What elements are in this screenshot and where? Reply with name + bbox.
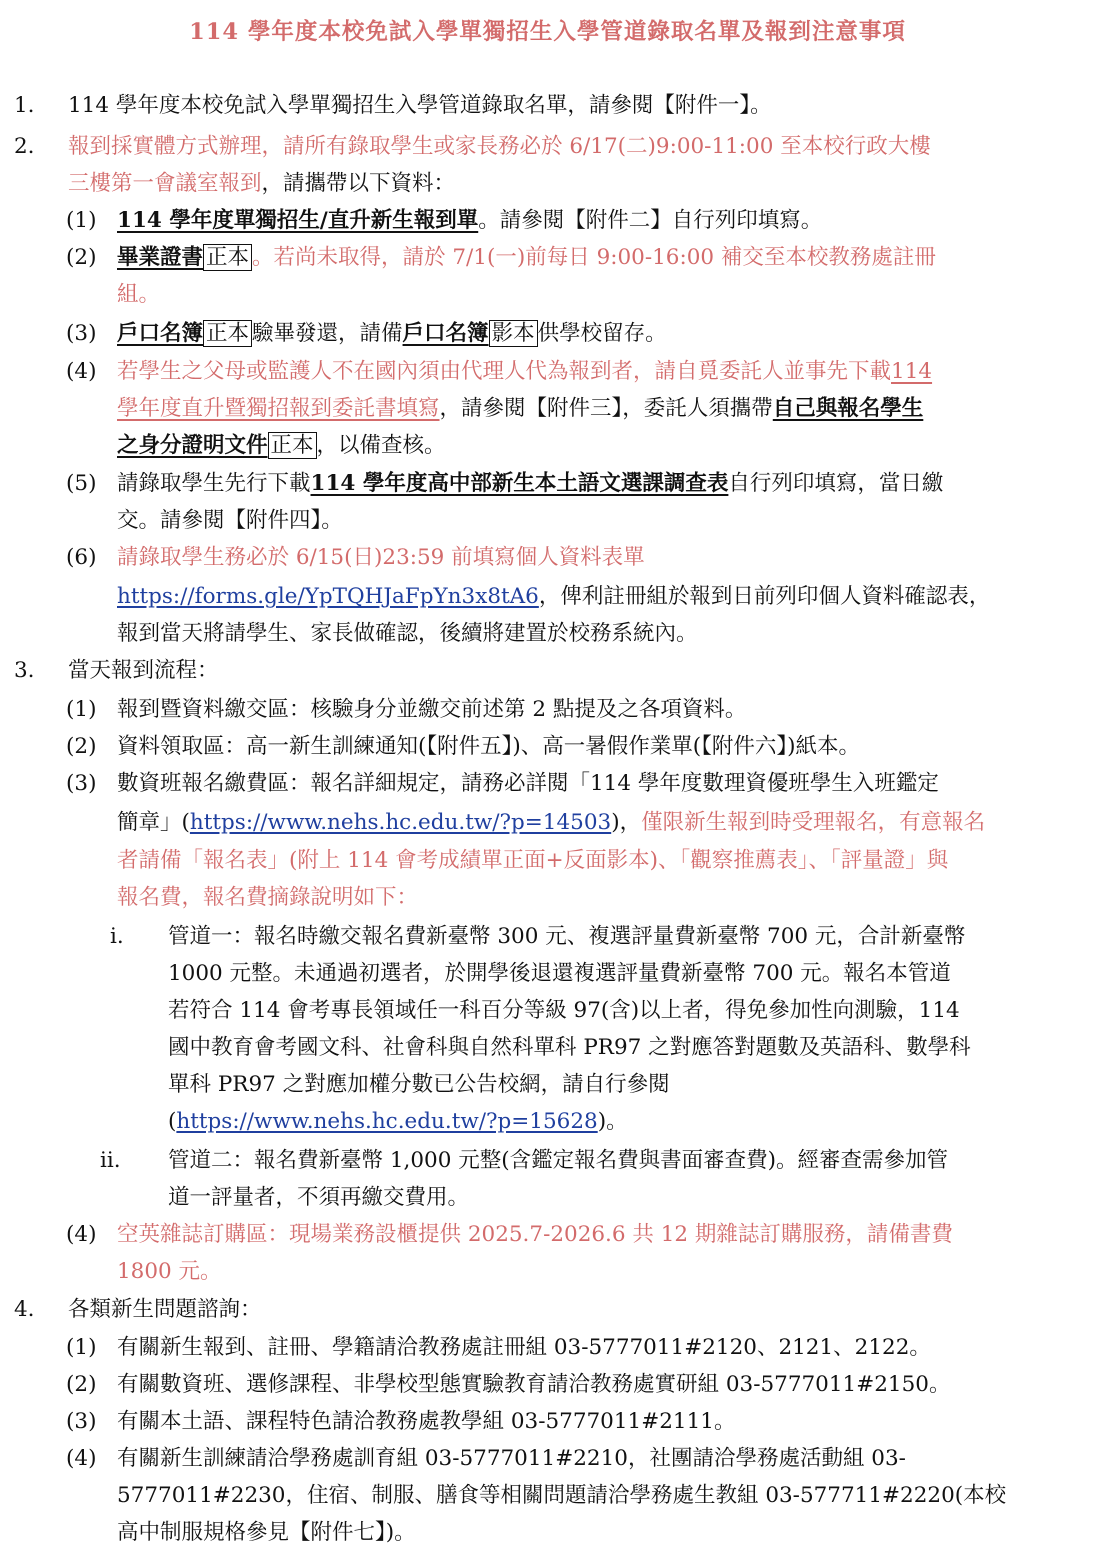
item-2-5-number: (5) — [66, 471, 97, 496]
section-1-number: 1. — [14, 93, 35, 118]
item-2-3 — [117, 318, 667, 350]
paren-close: )。 — [597, 1109, 628, 1134]
item-2-5-rest: 自行列印填寫，當日繳 — [728, 471, 944, 496]
item-2-6-line1: 請錄取學生務必於 6/15(日)23:59 前填寫個人資料表單 — [117, 545, 645, 570]
item-3-3-line3: 者請備「報名表」(附上 114 會考成績單正面+反面影本)、「觀察推薦表」、「評量證」與 — [117, 848, 949, 873]
sub-ii-line2: 道一評量者，不須再繳交費用。 — [168, 1185, 470, 1210]
item-3-4-line2: 1800 元。 — [117, 1259, 222, 1284]
item-2-4-line2 — [117, 393, 923, 425]
section-3-title: 當天報到流程： — [68, 658, 219, 683]
item-2-4-rest: ，以備查核。 — [316, 433, 446, 458]
item-2-3-rest: 供學校留存。 — [537, 321, 667, 346]
item-3-3-note: 僅限新生報到時受理報名，有意報名 — [641, 810, 986, 835]
section-4-number: 4. — [14, 1297, 35, 1322]
item-2-4-line1 — [117, 356, 932, 388]
section-3-number: 3. — [14, 658, 35, 683]
paren-open: ( — [168, 1109, 177, 1134]
sub-i-line4: 國中教育會考國文科、社會科與自然科單科 PR97 之對應答對題數及英語科、數學科 — [168, 1035, 971, 1060]
proxy-form-link[interactable]: 114 — [891, 359, 933, 384]
diploma-label: 畢業證書 — [117, 245, 204, 270]
item-2-2-note: 。若尚未取得，請於 7/1(一)前每日 9:00-16:00 補交至本校教務處註冊 — [252, 245, 936, 270]
original-box: 正本 — [268, 432, 317, 459]
sub-i-line6 — [168, 1106, 628, 1138]
id-document-label: 自己與報名學生 — [772, 396, 924, 421]
proxy-form-link[interactable]: 學年度直升暨獨招報到委託書填寫 — [117, 396, 440, 421]
item-4-4-line3: 高中制服規格參見【附件七】)。 — [117, 1520, 416, 1545]
section-2-line2-tail: ，請攜帶以下資料： — [261, 171, 456, 196]
item-2-1 — [117, 205, 822, 237]
id-document-label: 之身分證明文件 — [117, 433, 268, 458]
report-location: 三樓第一會議室報到 — [68, 171, 262, 196]
item-2-6-number: (6) — [66, 545, 97, 570]
item-3-4-number: (4) — [66, 1222, 97, 1247]
item-4-4-line1: 有關新生訓練請洽學務處訓育組 03-5777011#2210，社團請洽學務處活動組 03- — [117, 1446, 906, 1471]
pr97-info-link[interactable]: https://www.nehs.hc.edu.tw/?p=15628 — [176, 1109, 598, 1134]
item-4-3-number: (3) — [66, 1409, 97, 1434]
item-2-5-line1 — [117, 468, 943, 500]
item-2-5-line2: 交。請參閱【附件四】。 — [117, 508, 343, 533]
language-survey-title: 114 學年度高中部新生本土語文選課調查表 — [310, 471, 729, 496]
item-2-6-line2 — [117, 581, 990, 613]
item-2-2 — [117, 242, 936, 274]
page-title: 114 學年度本校免試入學單獨招生入學管道錄取名單及報到注意事項 — [189, 19, 906, 45]
item-3-2-number: (2) — [66, 734, 97, 759]
item-4-3: 有關本土語、課程特色請洽教務處教學組 03-5777011#2111。 — [117, 1409, 736, 1434]
personal-data-form-link[interactable]: https://forms.gle/YpTQHJaFpYn3x8tA6 — [117, 584, 539, 609]
item-2-3-mid: 驗畢發還，請備 — [252, 321, 403, 346]
registration-form-title: 114 學年度單獨招生/直升新生報到單 — [117, 208, 479, 233]
item-2-2-line2: 組。 — [117, 282, 161, 307]
sub-ii-line1: 管道二：報名費新臺幣 1,000 元整(含鑑定報名費與書面審查費)。經審查需參加管 — [168, 1148, 948, 1173]
section-2-line1: 報到採實體方式辦理，請所有錄取學生或家長務必於 6/17(二)9:00-11:00 至本校行政大樓 — [68, 134, 931, 159]
item-2-3-number: (3) — [66, 321, 97, 346]
item-3-1: 報到暨資料繳交區：核驗身分並繳交前述第 2 點提及之各項資料。 — [117, 697, 747, 722]
section-4-title: 各類新生問題諮詢： — [68, 1297, 262, 1322]
item-2-1-number: (1) — [66, 208, 97, 233]
sub-i-line3: 若符合 114 會考專長領域任一科百分等級 97(含)以上者，得免參加性向測驗，114 — [168, 998, 960, 1023]
gifted-class-rules-link[interactable]: https://www.nehs.hc.edu.tw/?p=14503 — [189, 810, 612, 835]
section-2-line2 — [68, 168, 455, 200]
item-4-1-number: (1) — [66, 1335, 97, 1360]
item-2-4-mid: ，請參閱【附件三】，委託人須攜帶 — [439, 396, 773, 421]
item-3-3-line2 — [117, 807, 985, 839]
item-2-1-rest: 。請參閱【附件二】自行列印填寫。 — [478, 208, 823, 233]
sub-i-number: i. — [110, 924, 124, 949]
item-2-4-number: (4) — [66, 359, 97, 384]
item-3-3-line4: 報名費，報名費摘錄說明如下： — [117, 885, 419, 910]
item-2-4-line3 — [117, 430, 446, 462]
item-2-6-line3: 報到當天將請學生、家長做確認，後續將建置於校務系統內。 — [117, 621, 698, 646]
sub-i-line5: 單科 PR97 之對應加權分數已公告校網，請自行參閱 — [168, 1072, 670, 1097]
item-4-4-line2: 5777011#2230，住宿、制服、膳食等相關問題請洽學務處生教組 03-577711#2220(本校 — [117, 1483, 1007, 1508]
item-4-2-number: (2) — [66, 1372, 97, 1397]
original-box: 正本 — [203, 320, 252, 347]
section-2-number: 2. — [14, 134, 35, 159]
item-3-1-number: (1) — [66, 697, 97, 722]
item-3-3-suffix: )， — [611, 810, 642, 835]
item-3-3-number: (3) — [66, 771, 97, 796]
item-2-2-number: (2) — [66, 245, 97, 270]
item-2-6-rest: ，俾利註冊組於報到日前列印個人資料確認表， — [538, 584, 991, 609]
item-3-2: 資料領取區：高一新生訓練通知(【附件五】)、高一暑假作業單(【附件六】)紙本。 — [117, 734, 861, 759]
item-3-4-line1: 空英雜誌訂購區：現場業務設櫃提供 2025.7-2026.6 共 12 期雜誌訂購服務，請備書費 — [117, 1222, 953, 1247]
item-4-1: 有關新生報到、註冊、學籍請洽教務處註冊組 03-5777011#2120、2121、2122。 — [117, 1335, 931, 1360]
item-3-3-prefix: 簡章」( — [117, 810, 190, 835]
item-4-2: 有關數資班、選修課程、非學校型態實驗教育請洽教務處實研組 03-5777011#2150。 — [117, 1372, 951, 1397]
item-2-5-pre: 請錄取學生先行下載 — [117, 471, 311, 496]
item-4-4-number: (4) — [66, 1446, 97, 1471]
sub-ii-number: ii. — [100, 1148, 121, 1173]
original-box: 正本 — [203, 244, 252, 271]
sub-i-line2: 1000 元整。未通過初選者，於開學後退還複選評量費新臺幣 700 元。報名本管道 — [168, 961, 951, 986]
section-1-text: 114 學年度本校免試入學單獨招生入學管道錄取名單，請參閱【附件一】。 — [68, 93, 772, 118]
household-register-label: 戶口名簿 — [402, 321, 489, 346]
item-3-3-line1: 數資班報名繳費區：報名詳細規定，請務必詳閱「114 學年度數理資優班學生入班鑑定 — [117, 771, 939, 796]
copy-box: 影本 — [489, 320, 538, 347]
item-2-4-note: 若學生之父母或監護人不在國內須由代理人代為報到者，請自覓委託人並事先下載 — [117, 359, 892, 384]
sub-i-line1: 管道一：報名時繳交報名費新臺幣 300 元、複選評量費新臺幣 700 元，合計新臺幣 — [168, 924, 966, 949]
household-register-label: 戶口名簿 — [117, 321, 204, 346]
